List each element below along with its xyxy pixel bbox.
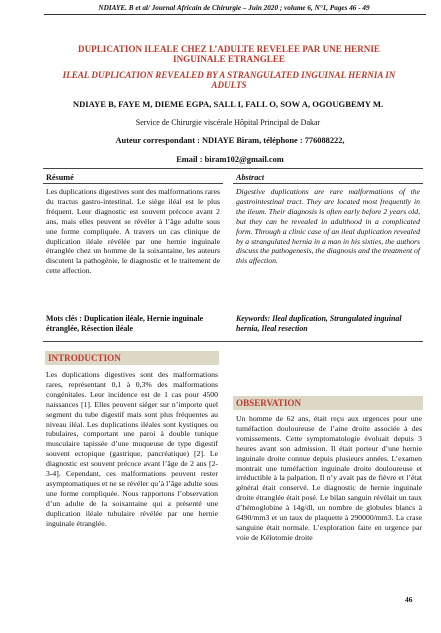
abstract-heading-rule bbox=[233, 183, 423, 184]
corresponding-author: Auteur correspondant : NDIAYE Biram, téléphone : 776088222, bbox=[115, 136, 345, 145]
observation-heading: OBSERVATION bbox=[233, 396, 423, 410]
author-list: NDIAYE B, FAYE M, DIEME EGPA, SALL I, FALL O, SOW A, OGOUGBEMY M. bbox=[72, 99, 384, 109]
resume-heading: Résumé bbox=[46, 173, 74, 182]
introduction-heading: INTRODUCTION bbox=[45, 351, 219, 365]
resume-heading-rule bbox=[43, 183, 223, 184]
resume-keywords: Mots clés : Duplication iléale, Hernie inguinale étranglée, Résection iléale bbox=[46, 314, 204, 333]
resume-body: Les duplications digestives sont des malformations rares du tractus gastro-intestinal. Le siège iléal est le plus fréquent. Leur diagnostic est souvent précoce avant 2 ans, mais elles peuvent se révéler à l’âge adulte sous une forme compliquée. A travers un cas clinique de duplication iléale révélée par une hernie inguinale étranglée chez un homme de la soixantaine, les auteurs discutent la pathogénie, le diagnostic et le traitement de cette affection. bbox=[46, 187, 220, 276]
abstract-heading: Abstract bbox=[236, 173, 265, 182]
running-head: NDIAYE. B et al/ Journal Africain de Chirurgie – Juin 2020 ; volume 6, N°1, Pages 46 - 49 bbox=[98, 4, 370, 12]
page-number: 46 bbox=[405, 595, 413, 604]
affiliation: Service de Chirurgie viscérale Hôpital Principal de Dakar bbox=[135, 118, 321, 127]
abstract-keywords: Keywords: Ileal duplication, Strangulated inguinal hernia, Ileal resection bbox=[236, 314, 402, 333]
abstract-body: Digestive duplications are rare malformations of the gastrointestinal tract. They are located most frequently in the ileum. Their diagnosis is often early before 2 years old, but they can be revealed in adulthood in a complicated form. Through a clinic case of an ileal duplication revealed by a strangulated hernia in a man in his sixties, the authors discuss the pathogenesis, the diagnosis and the treatment of this affection. bbox=[236, 187, 420, 266]
article-title-english: ILEAL DUPLICATION REVEALED BY A STRANGULATED INGUINAL HERNIA IN ADULTS bbox=[62, 70, 396, 91]
article-title-french: DUPLICATION ILEALE CHEZ L’ADULTE REVELEE PAR UNE HERNIE INGUINALE ETRANGLEE bbox=[78, 44, 380, 65]
header-divider bbox=[44, 14, 426, 15]
observation-body: Un homme de 62 ans, était reçu aux urgences pour une tuméfaction douloureuse de l’aine droite associée à des vomissements. Cette symptomatologie évoluait depuis 3 heures avant son admission. Il était porteur d’une hernie inguinale droite connue depuis plusieurs années. L’examen montrait une tuméfaction inguinale droite douloureuse et irréductible à la palpation. Il n’y avait pas de fièvre et l’état général était conservé. Le diagnostic de hernie inguinale droite étranglée était posé. Le bilan sanguin révélait un taux d’hémoglobine à 14g/dl, un nombre de globules blancs à 6490/mm3 et un taux de plaquette à 290000/mm3. La crase sanguine était normale. L’exploration faite en urgence par voie de Kélotomie droite bbox=[236, 414, 422, 542]
introduction-body: Les duplications digestives sont des malformations rares, représentant 0,1 à 0,3% des malformations congénitales. Leur incidence est de 1 cas pour 4500 naissances [1]. Elles peuvent siéger sur n’importe quel segment du tube digestif mais sont plus fréquentes au niveau iléal. Les duplications iléales sont kystiques ou tubulaires, comportant une paroi à double tunique musculaire tapissée d’une muqueuse de type digestif souvent ectopique (gastrique, pancréatique) [2]. Le diagnostic est souvent précoce avant l’âge de 2 ans [2-3-4]. Cependant, ces malformations peuvent rester asymptomatiques et ne se révéler qu’à l’âge adulte sous une forme compliquée. Nous rapportons l’observation d’un adulte de la soixantaine qui a présenté une duplication iléale tubulaire révélée par une hernie inguinale étranglée. bbox=[46, 370, 218, 528]
corresponding-email: Email : biram102@gmail.com bbox=[176, 155, 284, 164]
